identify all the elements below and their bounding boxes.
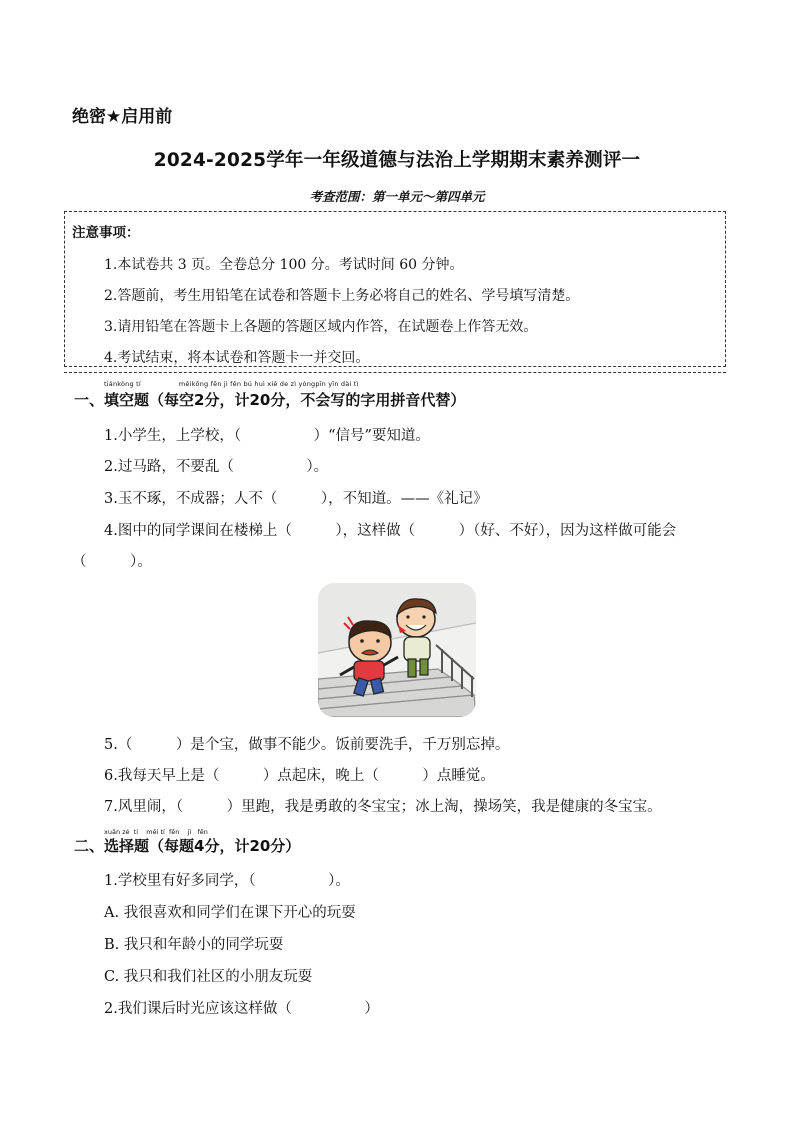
option-a: A. 我很喜欢和同学们在课下开心的玩耍 bbox=[104, 905, 356, 921]
question-2-2: 2.我们课后时光应该这样做（ ） bbox=[104, 1001, 379, 1017]
question-1-6: 6.我每天早上是（ ）点起床，晚上（ ）点睡觉。 bbox=[104, 768, 495, 784]
section-number: 一、 bbox=[74, 391, 105, 409]
question-1-4: 4.图中的同学课间在楼梯上（ ），这样做（ ）（好、不好），因为这样做可能会 bbox=[104, 523, 677, 539]
question-1-4-cont: （ ）。 bbox=[72, 554, 152, 570]
notice-title: 注意事项： bbox=[72, 225, 140, 241]
option-b: B. 我只和年龄小的同学玩耍 bbox=[104, 937, 284, 953]
running-children-image bbox=[318, 583, 476, 717]
stairs-illustration bbox=[318, 583, 476, 717]
question-1-7: 7.风里闹，（ ）里跑，我是勇敢的冬宝宝；冰上淘，操场笑，我是健康的冬宝宝。 bbox=[104, 799, 662, 815]
question-2-1: 1.学校里有好多同学，（ ）。 bbox=[104, 873, 350, 889]
page-title: 2024-2025学年一年级道德与法治上学期期末素养测评一 bbox=[153, 150, 641, 171]
notice-item: 2.答题前，考生用铅笔在试卷和答题卡上务必将自己的姓名、学号填写清楚。 bbox=[104, 288, 580, 304]
section1-pinyin bbox=[104, 380, 358, 388]
option-c: C. 我只和我们社区的小朋友玩耍 bbox=[104, 969, 313, 985]
pinyin-label: měikōng fēn jì fēn bú huì xiě de zì yòngpīn yīn dài tì bbox=[178, 380, 359, 388]
exam-scope: 考查范围：第一单元～第四单元 bbox=[309, 189, 485, 204]
notice-item: 1.本试卷共 3 页。全卷总分 100 分。考试时间 60 分钟。 bbox=[104, 257, 464, 273]
section-title: 填空题 bbox=[104, 391, 150, 409]
question-1-1: 1.小学生，上学校，（ ）“信号”要知道。 bbox=[104, 428, 430, 444]
section2-pinyin: xuǎn zé tí měi tí fēn jì fēn bbox=[104, 828, 208, 836]
section1-heading bbox=[74, 389, 465, 410]
question-1-5: 5.（ ）是个宝，做事不能少。饭前要洗手，千万别忘掉。 bbox=[104, 737, 510, 753]
section-rule: （每空2分，计20分，不会写的字用拼音代替） bbox=[149, 391, 466, 409]
notice-item: 4.考试结束，将本试卷和答题卡一并交回。 bbox=[104, 350, 370, 366]
separator-line bbox=[64, 372, 726, 373]
confidential-label: 绝密★启用前 bbox=[72, 107, 173, 127]
pinyin-label: tiánkòng tí bbox=[104, 380, 141, 388]
question-1-2: 2.过马路，不要乱（ ）。 bbox=[104, 459, 329, 475]
section2-heading: 二、选择题（每题4分，计20分） bbox=[74, 837, 301, 855]
question-1-3: 3.玉不琢，不成器；人不（ ），不知道。——《礼记》 bbox=[104, 491, 488, 507]
notice-item: 3.请用铅笔在答题卡上各题的答题区域内作答，在试题卷上作答无效。 bbox=[104, 319, 538, 335]
